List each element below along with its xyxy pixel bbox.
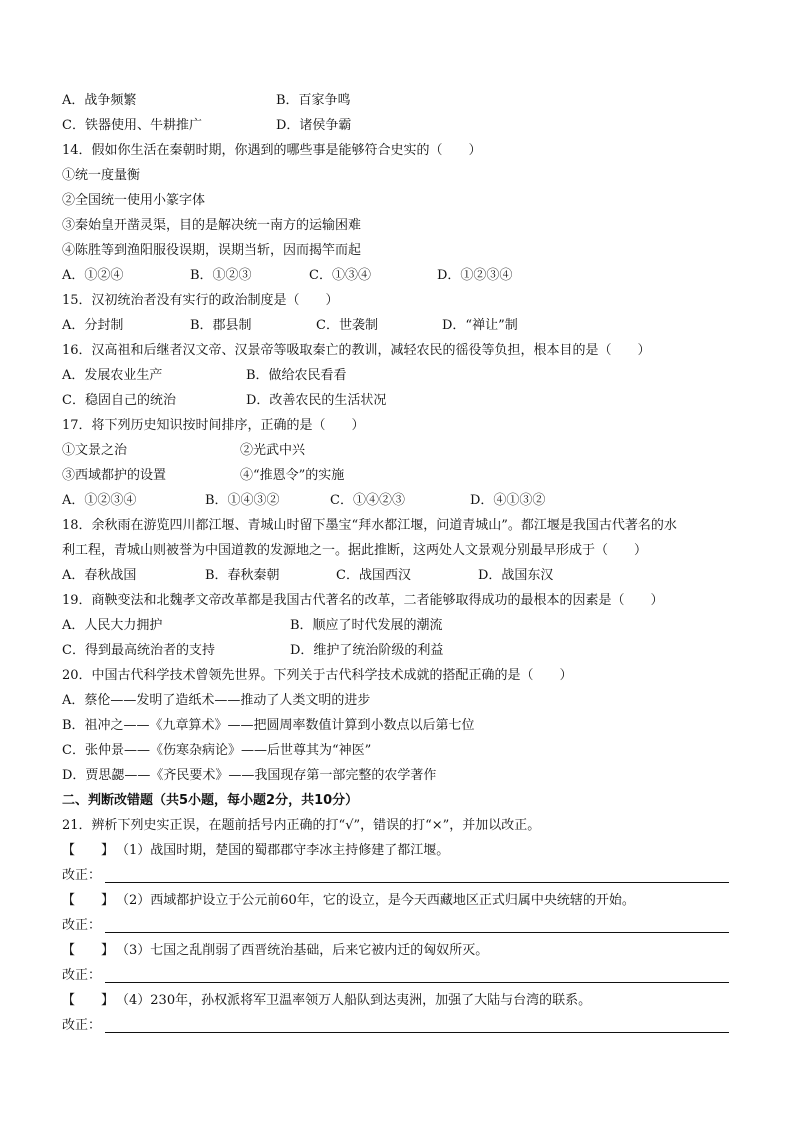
q16-option-a: A．发展农业生产 [62,368,163,383]
q21-4-answer-bracket[interactable]: 【 】 [62,993,115,1008]
q15-option-b: B．郡县制 [190,318,252,333]
q21-3-statement: （3）七国之乱削弱了西晋统治基础，后来它被内迁的匈奴所灭。 [116,943,489,958]
q21-2-statement: （2）西域都护设立于公元前60年，它的设立，是今天西藏地区正式归属中央统辖的开始。 [116,893,635,908]
q13-option-a: A．战争频繁 [62,93,137,108]
q14-item-1: ①统一度量衡 [62,168,141,183]
q20-stem: 20．中国古代科学技术曾领先世界。下列关于古代科学技术成就的搭配正确的是（ ） [62,668,573,683]
q21-3-correction-line[interactable] [105,982,729,983]
q18-option-a: A．春秋战国 [62,568,137,583]
q13-option-c: C．铁器使用、牛耕推广 [62,118,202,133]
q20-option-a: A．蔡伦——发明了造纸术——推动了人类文明的进步 [62,693,371,708]
q16-stem: 16．汉高祖和后继者汉文帝、汉景帝等吸取秦亡的教训，减轻农民的徭役等负担，根本目的是（ ） [62,343,651,358]
q14-item-2: ②全国统一使用小篆字体 [62,193,206,208]
q15-option-a: A．分封制 [62,318,124,333]
q18-option-d: D．战国东汉 [478,568,554,583]
q19-option-c: C．得到最高统治者的支持 [62,643,215,658]
q19-option-b: B．顺应了时代发展的潮流 [290,618,443,633]
q17-stem: 17．将下列历史知识按时间排序，正确的是（ ） [62,418,365,433]
q17-item-1: ①文景之治 [62,443,128,458]
q20-option-b: B．祖冲之——《九章算术》——把圆周率数值计算到小数点以后第七位 [62,718,475,733]
q14-item-3: ③秦始皇开凿灵渠，目的是解决统一南方的运输困难 [62,218,362,233]
q15-option-d: D．“禅让”制 [442,318,518,333]
q17-item-2: ②光武中兴 [240,443,306,458]
q17-option-b: B．①④③② [205,493,280,508]
q21-2-correction-label: 改正： [62,918,102,933]
q17-option-d: D．④①③② [470,493,546,508]
q16-option-b: B．做给农民看看 [246,368,347,383]
q18-option-b: B．春秋秦朝 [205,568,280,583]
q17-option-c: C．①④②③ [330,493,405,508]
q20-option-d: D．贾思勰——《齐民要术》——我国现存第一部完整的农学著作 [62,768,437,783]
q21-1-correction-label: 改正： [62,868,102,883]
q21-3-answer-bracket[interactable]: 【 】 [62,943,115,958]
q14-item-4: ④陈胜等到渔阳服役误期，误期当斩，因而揭竿而起 [62,243,362,258]
q14-option-c: C．①③④ [309,268,371,283]
q21-2-answer-bracket[interactable]: 【 】 [62,893,115,908]
q13-option-b: B．百家争鸣 [276,93,351,108]
q18-stem-line-1: 18．余秋雨在游览四川都江堰、青城山时留下墨宝“拜水都江堰，问道青城山”。都江堰是我国古代著名的水 [62,518,677,533]
q15-option-c: C．世袭制 [316,318,378,333]
q21-2-correction-line[interactable] [105,932,729,933]
q21-4-correction-line[interactable] [105,1032,729,1033]
q21-4-statement: （4）230年，孙权派将军卫温率领万人船队到达夷洲，加强了大陆与台湾的联系。 [116,993,592,1008]
section-2-title: 二、判断改错题（共5小题，每小题2分，共10分） [62,793,359,808]
q21-4-correction-label: 改正： [62,1018,102,1033]
q14-option-b: B．①②③ [190,268,252,283]
q18-option-c: C．战国西汉 [336,568,411,583]
q17-item-3: ③西域都护的设置 [62,468,167,483]
q14-option-a: A．①②④ [62,268,124,283]
q14-option-d: D．①②③④ [437,268,513,283]
q17-item-4: ④“推恩令”的实施 [240,468,345,483]
q14-stem: 14．假如你生活在秦朝时期，你遇到的哪些事是能够符合史实的（ ） [62,143,482,158]
q13-option-d: D．诸侯争霸 [276,118,352,133]
q16-option-d: D．改善农民的生活状况 [246,393,387,408]
q18-stem-line-2: 利工程，青城山则被誉为中国道教的发源地之一。据此推断，这两处人文景观分别最早形成于（ ） [62,543,648,558]
q19-option-d: D．维护了统治阶级的利益 [290,643,444,658]
q19-option-a: A．人民大力拥护 [62,618,163,633]
q21-3-correction-label: 改正： [62,968,102,983]
q20-option-c: C．张仲景——《伤寒杂病论》——后世尊其为“神医” [62,743,372,758]
q21-1-statement: （1）战国时期，楚国的蜀郡郡守李冰主持修建了都江堰。 [116,843,450,858]
q21-stem: 21．辨析下列史实正误，在题前括号内正确的打“√”，错误的打“×”，并加以改正。 [62,818,541,833]
q19-stem: 19．商鞅变法和北魏孝文帝改革都是我国古代著名的改革，二者能够取得成功的最根本的因素是（ ） [62,593,664,608]
q16-option-c: C．稳固自己的统治 [62,393,176,408]
q15-stem: 15．汉初统治者没有实行的政治制度是（ ） [62,293,339,308]
q21-1-answer-bracket[interactable]: 【 】 [62,843,115,858]
q17-option-a: A．①②③④ [62,493,137,508]
q21-1-correction-line[interactable] [105,882,729,883]
